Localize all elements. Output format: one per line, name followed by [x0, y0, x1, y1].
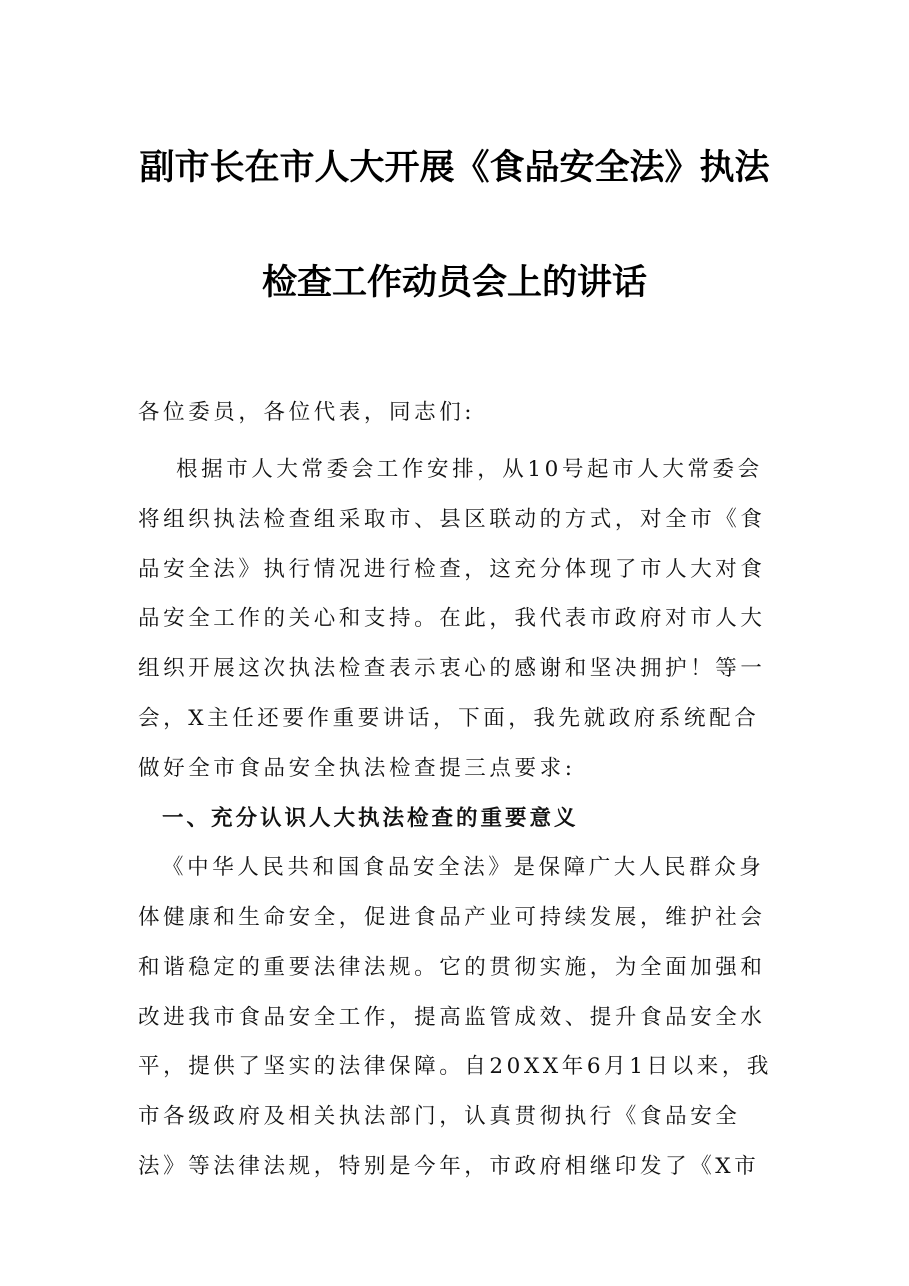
paragraph-line: 体健康和生命安全，促进食品产业可持续发展，维护社会 [138, 905, 766, 930]
document-title-line-1: 副市长在市人大开展《食品安全法》执法 [139, 147, 770, 188]
section-heading: 一、充分认识人大执法检查的重要意义 [162, 806, 579, 831]
paragraph-line: 品安全工作的关心和支持。在此，我代表市政府对市人大 [138, 606, 766, 631]
paragraph-line: 做好全市食品安全执法检查提三点要求: [138, 756, 576, 781]
paragraph-line: 法》等法律法规，特别是今年，市政府相继印发了《X市 [138, 1154, 760, 1179]
paragraph-line: 市各级政府及相关执法部门，认真贯彻执行《食品安全 [138, 1104, 741, 1129]
paragraph-line: 根据市人大常委会工作安排，从10号起市人大常委会 [176, 457, 763, 482]
paragraph-line: 《中华人民共和国食品安全法》是保障广大人民群众身 [162, 855, 765, 880]
document-title-line-2: 检查工作动员会上的讲话 [261, 262, 647, 303]
paragraph-line: 会，X主任还要作重要讲话，下面，我先就政府系统配合 [138, 706, 760, 731]
paragraph-line: 组织开展这次执法检查表示衷心的感谢和坚决拥护！等一 [138, 656, 766, 681]
salutation: 各位委员，各位代表，同志们: [138, 400, 476, 425]
paragraph-line: 改进我市食品安全工作，提高监管成效、提升食品安全水 [138, 1005, 766, 1030]
paragraph-line: 将组织执法检查组采取市、县区联动的方式，对全市《食 [138, 507, 766, 532]
paragraph-line: 品安全法》执行情况进行检查，这充分体现了市人大对食 [138, 557, 766, 582]
paragraph-line: 平，提供了坚实的法律保障。自20XX年6月1日以来，我 [138, 1054, 773, 1079]
paragraph-line: 和谐稳定的重要法律法规。它的贯彻实施，为全面加强和 [138, 955, 766, 980]
